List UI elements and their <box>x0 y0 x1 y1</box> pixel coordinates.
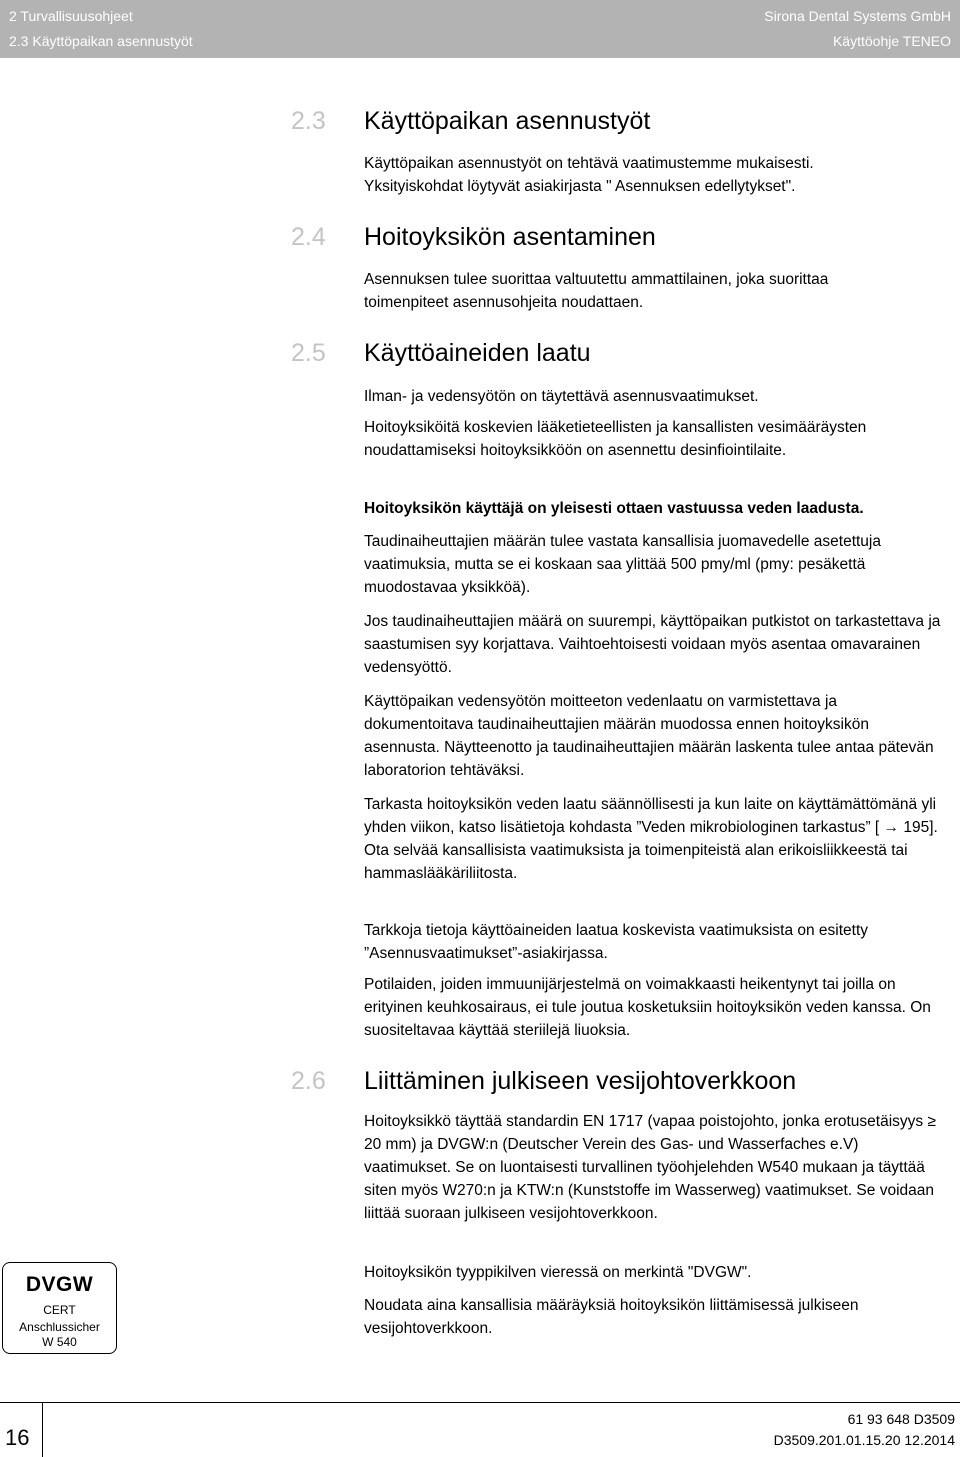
paragraph: Asennuksen tulee suorittaa valtuutettu ammattilainen, joka suorittaa <box>364 271 829 288</box>
header-chapter: 2 Turvallisuusohjeet <box>9 8 133 24</box>
paragraph: Ilman- ja vedensyötön on täytettävä asennusvaatimukset. <box>364 388 759 405</box>
paragraph: Yksityiskohdat löytyvät asiakirjasta " Asennuksen edellytykset". <box>364 178 796 195</box>
footer-vertical-divider <box>42 1402 43 1457</box>
paragraph: Potilaiden, joiden immuunijärjestelmä on voimakkaasti heikentynyt tai joilla on erityinen keuhkosairaus, ei tule joutua kosketuksiin hoitoyksikön veden kanssa. On suositeltavaa käyttää steriilejä liuoksia. <box>364 976 931 1039</box>
document-number: 61 93 648 D3509 <box>847 1411 955 1427</box>
section-title: Liittäminen julkiseen vesijohtoverkkoon <box>364 1067 797 1095</box>
paragraph: Noudata aina kansallisia määräyksiä hoitoyksikön liittämisessä julkiseen vesijohtoverkkoon. <box>364 1297 859 1337</box>
paragraph: toimenpiteet asennusohjeita noudattaen. <box>364 294 644 311</box>
logo-type: Anschlussicher <box>19 1320 100 1334</box>
section-number: 2.3 <box>291 107 326 135</box>
paragraph: Hoitoyksiköitä koskevien lääketieteellisten ja kansallisten vesimääräysten noudattamiseksi hoitoyksikköön on asennettu desinfiointilaite. <box>364 419 867 459</box>
paragraph: Tarkasta hoitoyksikön veden laatu säännöllisesti ja kun laite on käyttämättömänä yli yhden viikon, katso lisätietoja kohdasta ”Veden mikrobiologinen tarkastus” [ → 195]. Ota selvää kansallisista vaatimuksista ja toimenpiteistä alan erikoisliikkeestä tai hammaslääkäriliitosta. <box>364 796 938 882</box>
footer-divider <box>0 1402 960 1403</box>
paragraph: Käyttöpaikan vedensyötön moitteeton vedenlaatu on varmistettava ja dokumentoitava taudinaiheuttajien määrän muodossa ennen hoitoyksikön asennusta. Näytteenotto ja taudinaiheuttajien määrän laskenta tulee antaa pätevän laboratorion tehtäväksi. <box>364 693 934 779</box>
paragraph: Käyttöpaikan asennustyöt on tehtävä vaatimustemme mukaisesti. <box>364 155 814 172</box>
section-number: 2.6 <box>291 1067 326 1095</box>
section-title: Käyttöaineiden laatu <box>364 339 591 367</box>
paragraph: Jos taudinaiheuttajien määrä on suurempi, käyttöpaikan putkistot on tarkastettava ja saastumisen syy korjattava. Vaihtoehtoisesti voidaan myös asentaa omavarainen vedensyöttö. <box>364 613 941 676</box>
section-title: Hoitoyksikön asentaminen <box>364 223 656 251</box>
paragraph-bold: Hoitoyksikön käyttäjä on yleisesti ottaen vastuussa veden laadusta. <box>364 500 864 517</box>
logo-cert: CERT <box>43 1303 76 1317</box>
page-number: 16 <box>5 1425 30 1450</box>
header-manual: Käyttöohje TENEO <box>832 33 951 49</box>
document-version: D3509.201.01.15.20 12.2014 <box>773 1432 955 1448</box>
logo-title: DVGW <box>25 1273 94 1296</box>
dvgw-cert-logo <box>2 1262 117 1354</box>
section-number: 2.4 <box>291 223 326 251</box>
section-title: Käyttöpaikan asennustyöt <box>364 107 651 135</box>
paragraph: Tarkkoja tietoja käyttöaineiden laatua koskevista vaatimuksista on esitetty ”Asennusvaatimukset”-asiakirjassa. <box>364 922 869 962</box>
paragraph: Hoitoyksikön tyyppikilven vieressä on merkintä "DVGW". <box>364 1264 752 1281</box>
logo-code: W 540 <box>42 1335 77 1349</box>
header-company: Sirona Dental Systems GmbH <box>764 8 951 24</box>
paragraph: Taudinaiheuttajien määrän tulee vastata kansallisia juomavedelle asetettuja vaatimuksia, mutta se ei koskaan saa ylittää 500 pmy/ml (pmy: pesäkettä muodostavaa yksikköä). <box>364 533 881 596</box>
paragraph: Hoitoyksikkö täyttää standardin EN 1717 (vapaa poistojohto, jonka erotusetäisyys ≥ 20 mm) ja DVGW:n (Deutscher Verein des Gas- und Wasserfaches e.V) vaatimukset. Se on luontaisesti turvallinen työohjelehden W540 mukaan ja täyttää siten myös W270:n ja KTW:n (Kunststoffe im Wasserweg) vaatimukset. Se voidaan liittää suoraan julkiseen vesijohtoverkkoon. <box>364 1113 936 1222</box>
section-number: 2.5 <box>291 339 326 367</box>
header-section: 2.3 Käyttöpaikan asennustyöt <box>9 33 193 49</box>
page-header <box>0 0 960 58</box>
